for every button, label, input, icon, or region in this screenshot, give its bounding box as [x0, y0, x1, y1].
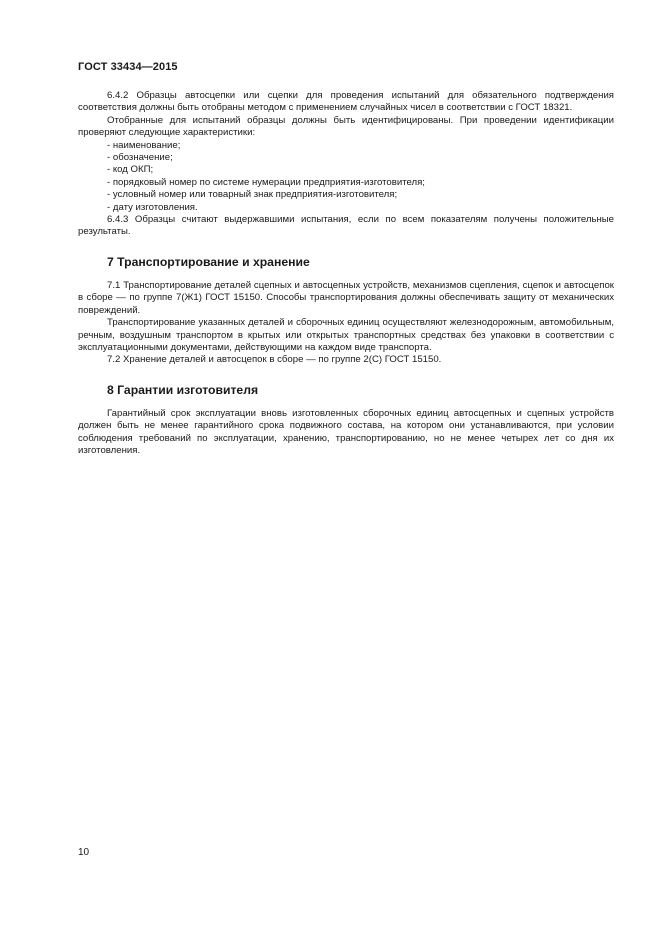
- page-number: 10: [78, 847, 90, 858]
- list-item: - порядковый номер по системе нумерации предприятия-изготовителя;: [107, 176, 425, 188]
- paragraph-warranty: Гарантийный срок эксплуатации вновь изготовленных сборочных единиц автосцепных и сцепных устройств должен быть не менее гарантийного срока подвижного состава, на котором они устанавливаются, при условии соблюдения требований по эксплуатации, хранению, транспортированию, но не менее четырех лет со дня их изготовления.: [78, 407, 614, 456]
- document-header: ГОСТ 33434—2015: [78, 61, 178, 73]
- paragraph-identification: Отобранные для испытаний образцы должны быть идентифицированы. При проведении идентификации проверяют следующие характеристики:: [78, 114, 614, 139]
- page-content: [78, 90, 614, 457]
- paragraph-7-2: 7.2 Хранение деталей и автосцепок в сборе — по группе 2(С) ГОСТ 15150.: [107, 354, 442, 366]
- section-7-heading: 7 Транспортирование и хранение: [107, 254, 310, 269]
- paragraph-6-4-3: 6.4.3 Образцы считают выдержавшими испытания, если по всем показателям получены положительные результаты.: [78, 214, 614, 238]
- list-item: - условный номер или товарный знак предприятия-изготовителя;: [107, 189, 398, 201]
- list-item: - код ОКП;: [107, 164, 154, 176]
- paragraph-6-4-2: 6.4.2 Образцы автосцепки или сцепки для проведения испытаний для обязательного подтверждения соответствия должны быть отобраны методом с применением случайных чисел в соответствии с ГОСТ 18321.: [78, 90, 614, 114]
- paragraph-7-1: 7.1 Транспортирование деталей сцепных и автосцепных устройств, механизмов сцепления, сцепок и автосцепок в сборе — по группе 7(Ж1) ГОСТ 15150. Способы транспортирования должны обеспечивать защиту от механических повреждений.: [78, 279, 614, 316]
- paragraph-transport-means: Транспортирование указанных деталей и сборочных единиц осуществляют железнодорожным, автомобильным, речным, воздушным транспортом в крытых или открытых транспортных средствах без упаковки в соответствии с эксплуатационными документами, действующими на каждом виде транспорта.: [78, 317, 614, 353]
- characteristics-list: [78, 140, 614, 214]
- list-item: - наименование;: [107, 139, 181, 151]
- section-8-heading: 8 Гарантии изготовителя: [107, 382, 259, 397]
- list-item: - дату изготовления.: [107, 201, 198, 213]
- list-item: - обозначение;: [107, 152, 173, 164]
